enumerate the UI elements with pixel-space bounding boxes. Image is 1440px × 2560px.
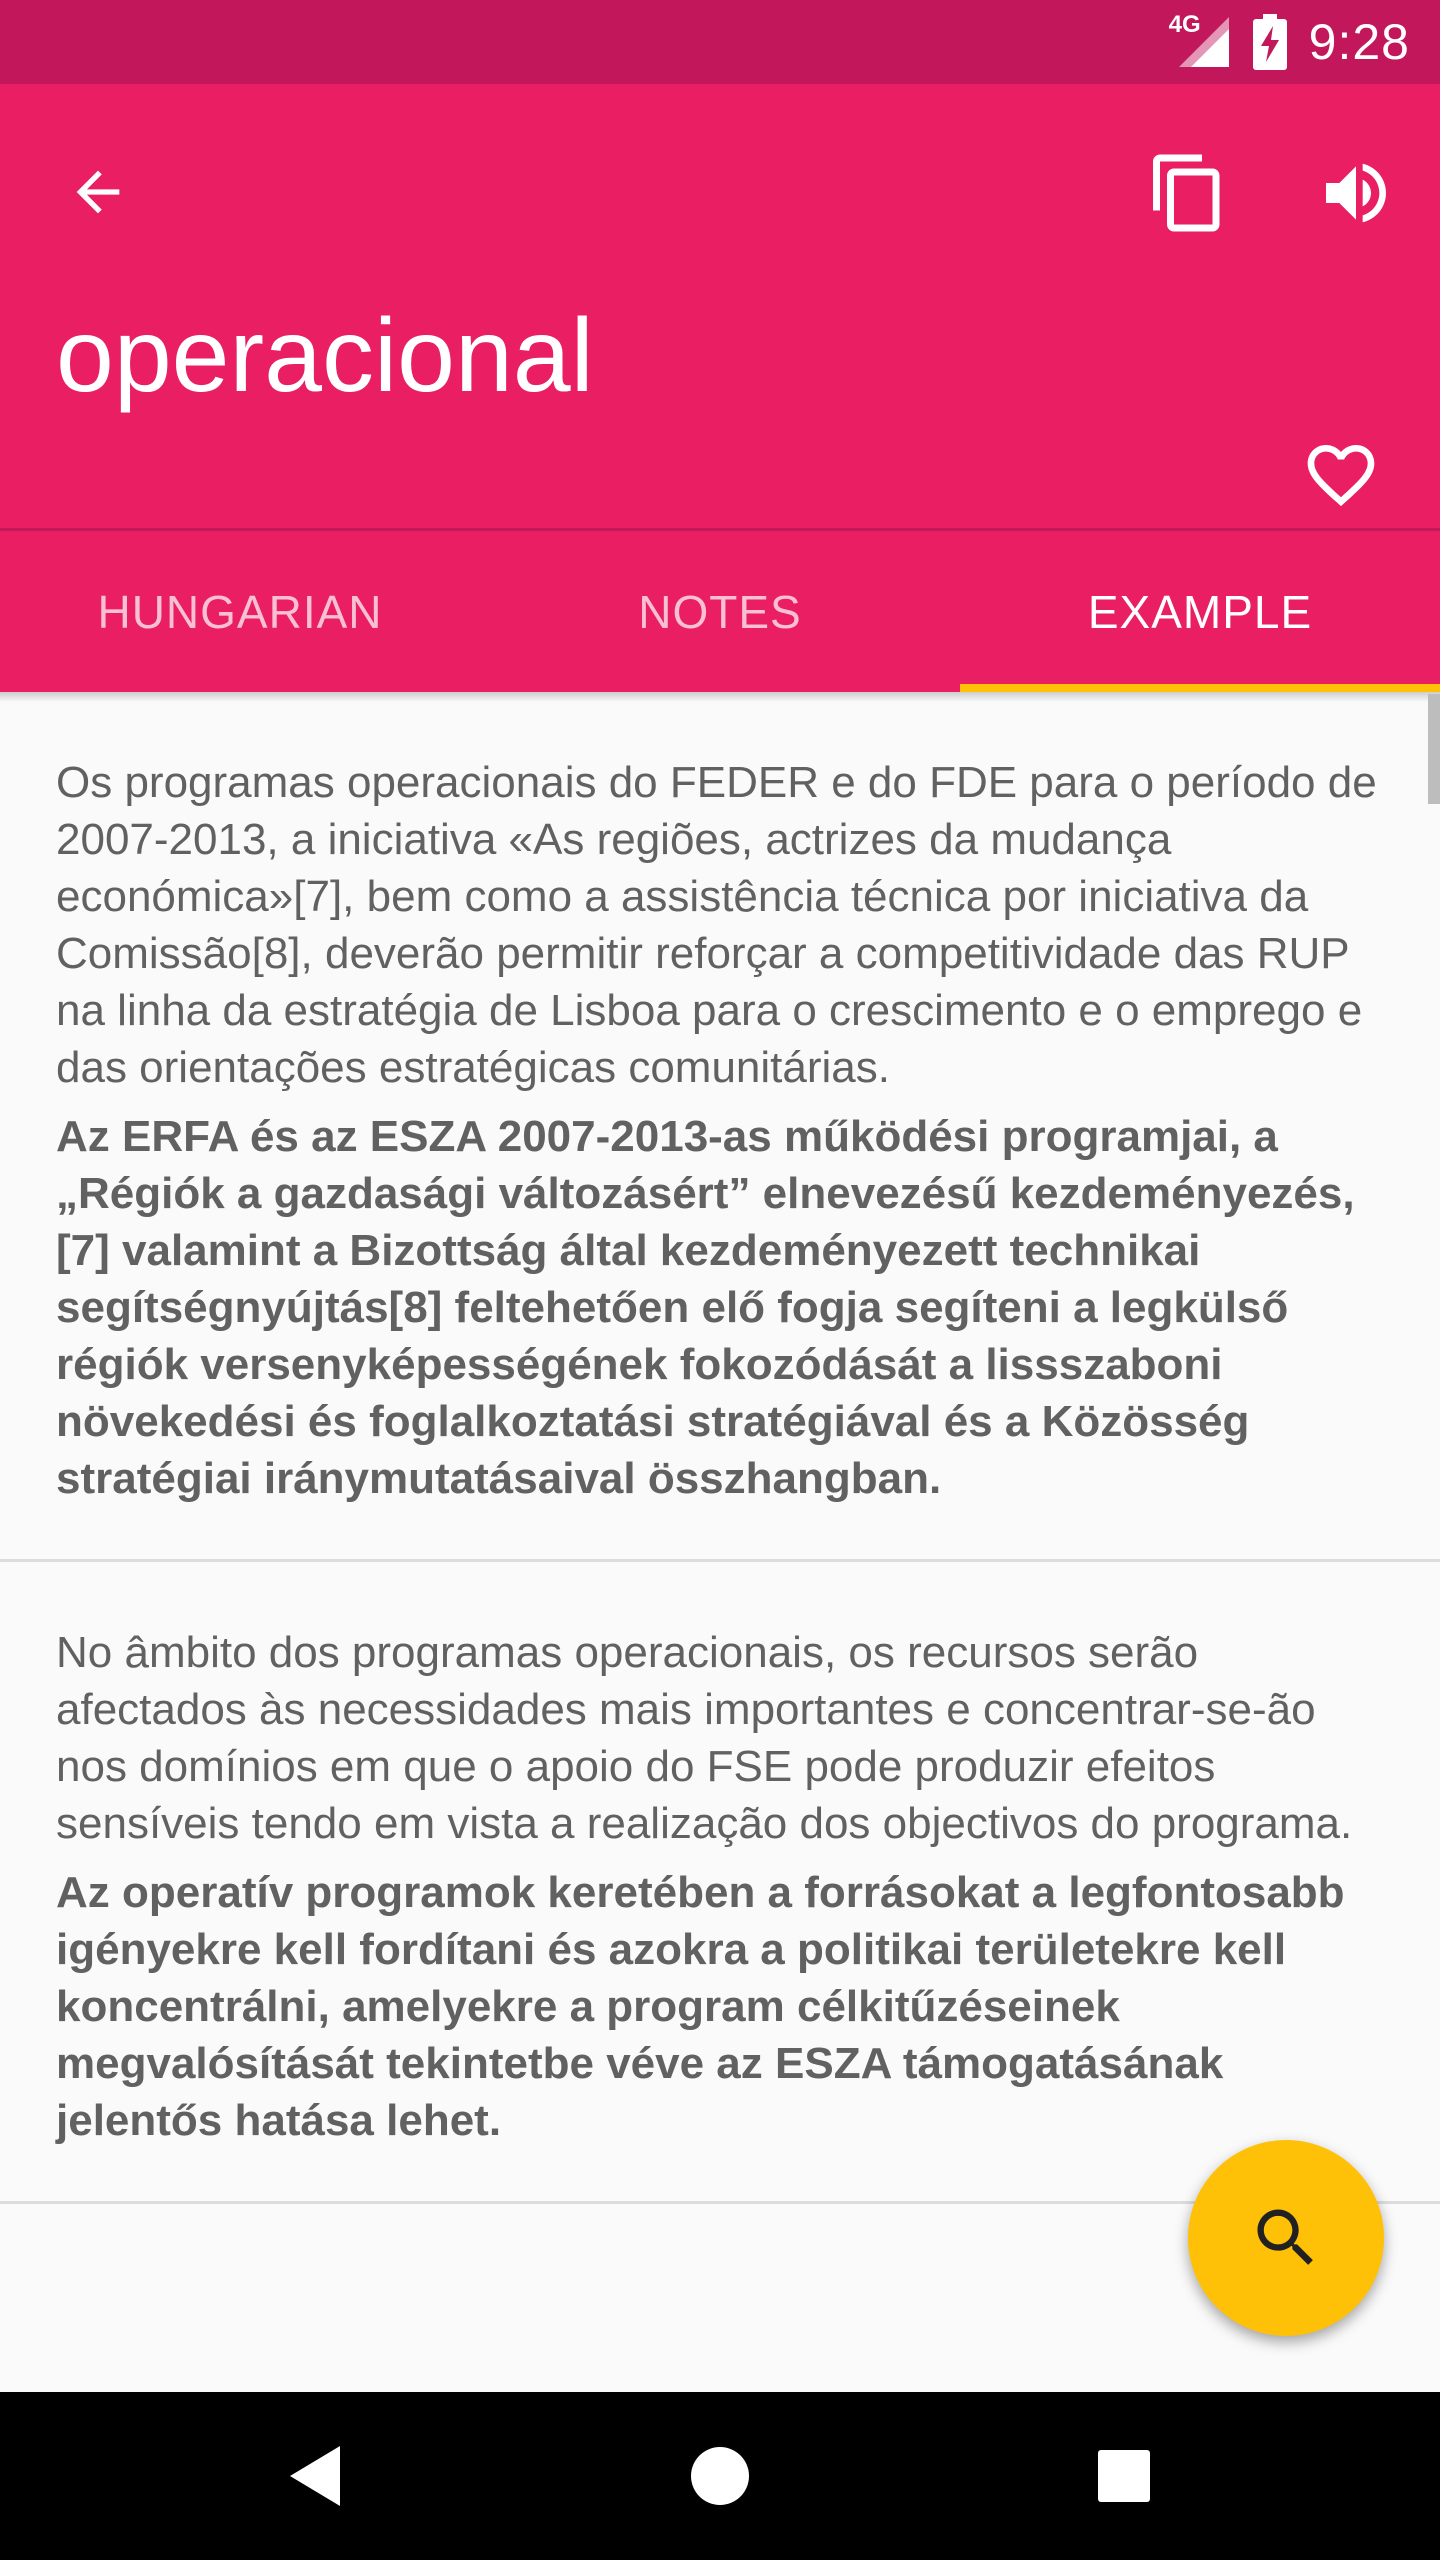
network-type-label: 4G [1168,11,1201,38]
nav-home-icon [690,2446,750,2506]
example-hungarian-text: Az operatív programok keretében a forrásokat a legfontosabb igényekre kell fordítani és azokra a politikai területekre kell koncentrálni, amelyekre a program célkitűzéseinek megvalósítását tekintetbe véve az ESZA támogatásának jelentős hatása lehet. [56,1868,1345,2145]
back-button[interactable] [50,144,146,240]
active-tab-indicator [960,684,1440,692]
example-portuguese-text: Os programas operacionais do FEDER e do FDE para o período de 2007-2013, a iniciativa «As regiões, actrizes da mudança económica»[7], bem como a assistência técnica por iniciativa da Comissão[8], deverão permitir reforçar a competitividade das RUP na linha da estratégia de Lisboa para o crescimento e o emprego e das orientações estratégicas comunitárias. [56,758,1377,1092]
nav-recents-button[interactable] [1074,2426,1174,2526]
tab-bar-shadow [0,692,1440,702]
status-time: 9:28 [1308,14,1410,70]
heart-outline-icon [1301,435,1381,515]
status-icons [1169,0,1410,84]
app-bar [0,84,1440,528]
battery-charging-icon [1253,14,1287,70]
tab-bar [0,528,1440,692]
tab-notes[interactable]: NOTES [638,585,802,638]
system-navigation-bar [0,2392,1440,2560]
tab-example[interactable]: EXAMPLE [1087,585,1313,638]
nav-back-button[interactable] [266,2426,366,2526]
example-list[interactable] [0,692,1440,2392]
word-title: operacional [56,298,594,414]
search-fab-button[interactable] [1188,2140,1384,2336]
example-item [0,692,1440,1562]
example-portuguese-text: No âmbito dos programas operacionais, os recursos serão afectados às necessidades mais importantes e concentrar-se-ão nos domínios em que o apoio do FSE pode produzir efeitos sensíveis tendo em vista a realização dos objectivos do programa. [56,1628,1353,1848]
example-hungarian-text: Az ERFA és az ESZA 2007-2013-as működési programjai, a „Régiók a gazdasági változásért” elnevezésű kezdeményezés,[7] valamint a Bizottság által kezdeményezett technikai segítségnyújtás[8] feltehetően elő fogja segíteni a legkülső régiók versenyképességének fokozódását a lissszaboni növekedési és foglalkoztatási stratégiával és a Közösség stratégiai iránymutatásaival összhangban. [56,1112,1355,1503]
search-icon [1248,2200,1324,2276]
pronounce-button[interactable] [1306,138,1406,248]
nav-recents-icon [1096,2448,1152,2504]
favorite-button[interactable] [1296,430,1386,520]
tab-hungarian[interactable]: HUNGARIAN [97,585,383,638]
arrow-back-icon [66,160,130,224]
scrollbar-thumb[interactable] [1428,694,1440,804]
copy-button[interactable] [1138,138,1238,248]
volume-icon [1316,153,1396,233]
status-bar [0,0,1440,84]
copy-icon [1146,151,1230,235]
nav-back-icon [286,2444,346,2508]
example-item [0,1562,1440,2204]
nav-home-button[interactable] [670,2426,770,2526]
signal-icon [1168,11,1231,69]
